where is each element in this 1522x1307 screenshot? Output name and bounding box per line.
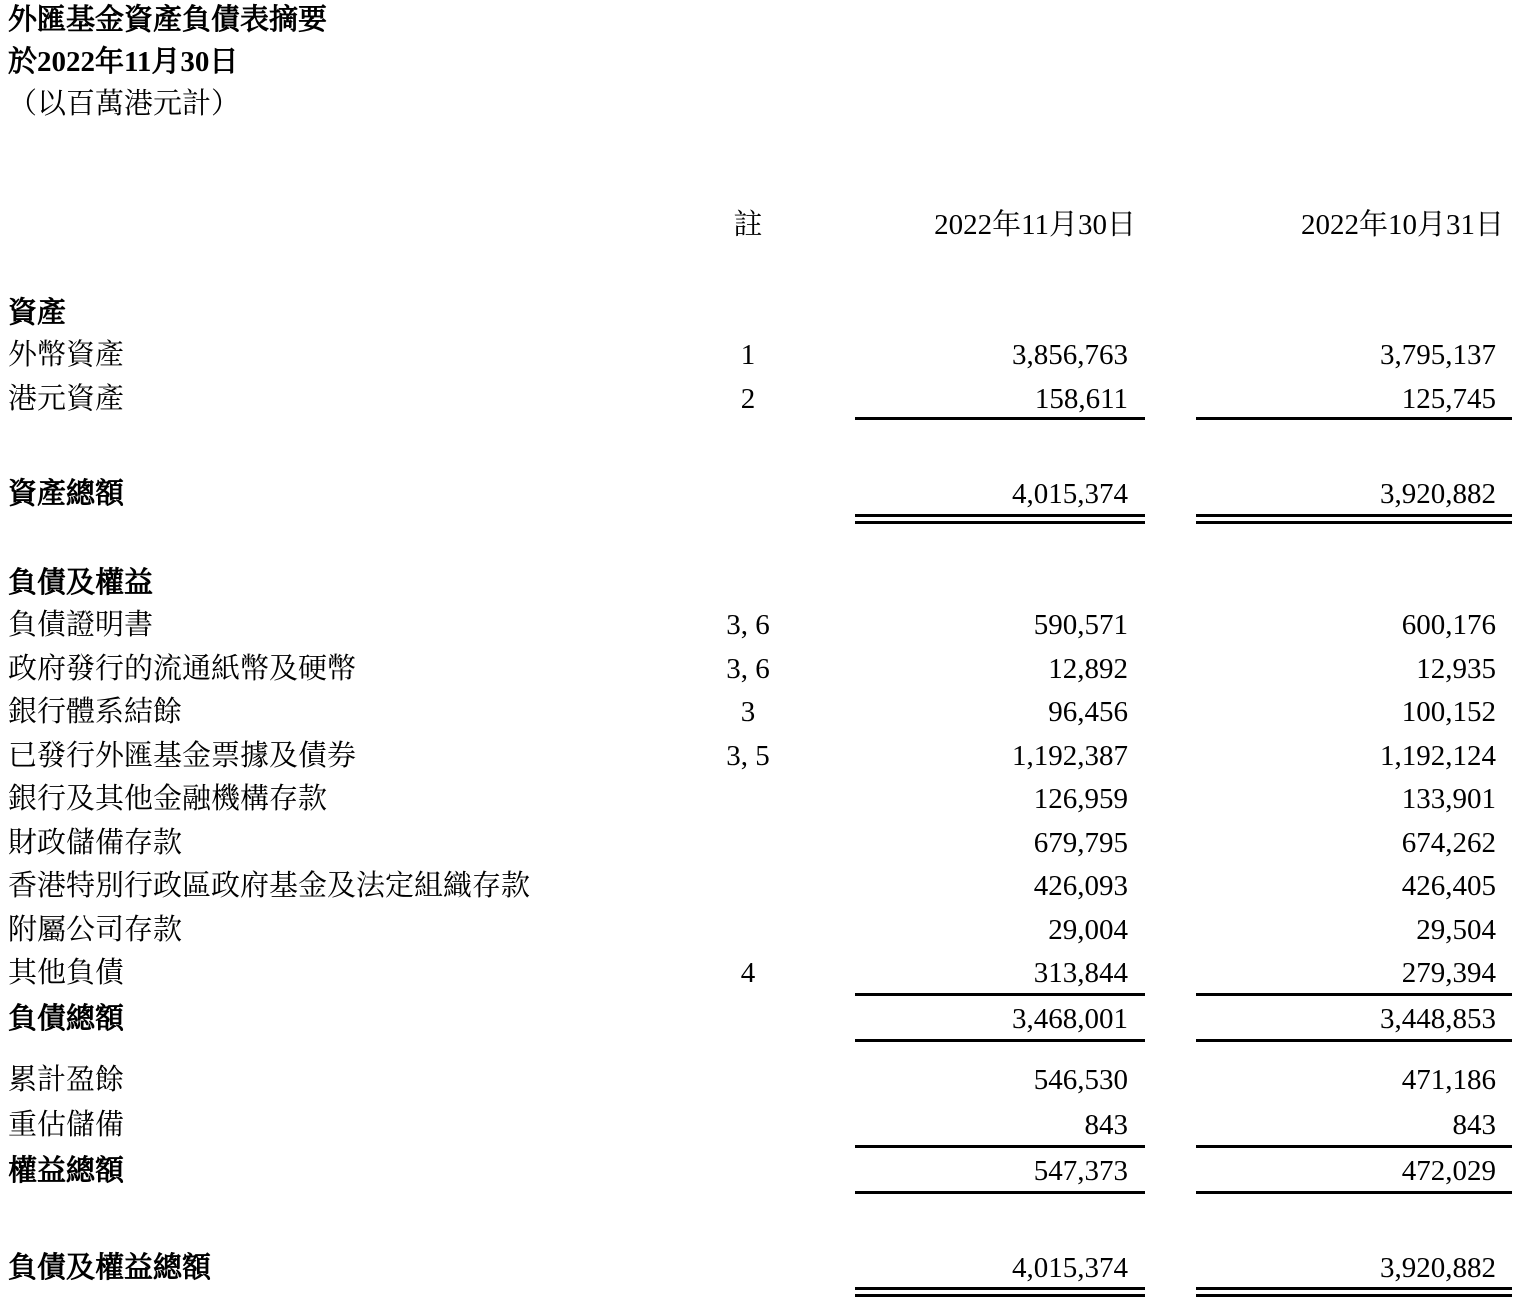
row-label: 負債證明書 xyxy=(8,609,154,641)
section-heading-label: 負債及權益 xyxy=(8,567,154,599)
table-row xyxy=(0,910,1522,950)
row-value-period1: 96,456 xyxy=(1048,696,1128,728)
column-header-note: 註 xyxy=(733,209,763,241)
row-note: 1 xyxy=(740,339,756,371)
row-value-period1: 426,093 xyxy=(1033,870,1128,902)
row-label: 負債總額 xyxy=(8,1003,125,1035)
row-value-period2: 843 xyxy=(1452,1109,1496,1141)
row-label: 香港特別行政區政府基金及法定組織存款 xyxy=(8,870,531,902)
table-row xyxy=(0,1105,1522,1145)
table-row xyxy=(0,779,1522,819)
table-row xyxy=(0,866,1522,906)
row-label: 重估儲備 xyxy=(8,1109,125,1141)
row-value-period2: 472,029 xyxy=(1401,1155,1496,1187)
row-value-period1: 158,611 xyxy=(1034,383,1128,415)
report-title: 外匯基金資產負債表摘要 xyxy=(8,4,328,36)
double-rule-period1 xyxy=(855,1287,1145,1297)
row-value-period2: 100,152 xyxy=(1401,696,1496,728)
row-value-period1: 126,959 xyxy=(1033,783,1128,815)
table-row xyxy=(0,953,1522,993)
total-row-assets xyxy=(0,474,1522,514)
table-row xyxy=(0,823,1522,863)
section-heading-assets xyxy=(0,293,1522,333)
row-value-period2: 3,920,882 xyxy=(1380,478,1496,510)
row-value-period1: 547,373 xyxy=(1033,1155,1128,1187)
row-value-period1: 29,004 xyxy=(1048,914,1128,946)
row-label: 政府發行的流通紙幣及硬幣 xyxy=(8,653,357,685)
subtotal-rule-period1 xyxy=(855,993,1145,996)
row-label: 外幣資產 xyxy=(8,339,125,371)
row-value-period2: 426,405 xyxy=(1401,870,1496,902)
row-label: 已發行外匯基金票據及債券 xyxy=(8,740,357,772)
section-heading-label: 資產 xyxy=(8,297,67,329)
report-unit: （以百萬港元計） xyxy=(8,88,241,120)
row-value-period1: 3,856,763 xyxy=(1012,339,1128,371)
row-value-period1: 4,015,374 xyxy=(1012,478,1128,510)
grand-total-row xyxy=(0,1248,1522,1288)
row-value-period1: 313,844 xyxy=(1033,957,1128,989)
double-rule-period2 xyxy=(1196,1287,1512,1297)
row-label: 權益總額 xyxy=(8,1155,125,1187)
row-value-period2: 3,920,882 xyxy=(1380,1252,1496,1284)
row-value-period2: 600,176 xyxy=(1401,609,1496,641)
row-label: 累計盈餘 xyxy=(8,1064,125,1096)
double-rule-period2 xyxy=(1196,514,1512,524)
row-note: 3 xyxy=(740,696,756,728)
row-label: 銀行體系結餘 xyxy=(8,696,183,728)
row-value-period1: 4,015,374 xyxy=(1012,1252,1128,1284)
table-row xyxy=(0,335,1522,375)
row-note: 2 xyxy=(740,383,756,415)
row-value-period1: 546,530 xyxy=(1033,1064,1128,1096)
subtotal-rule-period2 xyxy=(1196,417,1512,420)
row-note: 3, 6 xyxy=(726,609,770,641)
row-label: 財政儲備存款 xyxy=(8,827,183,859)
row-note: 3, 6 xyxy=(726,653,770,685)
row-value-period2: 279,394 xyxy=(1401,957,1496,989)
subtotal-rule-period2 xyxy=(1196,993,1512,996)
row-value-period2: 133,901 xyxy=(1401,783,1496,815)
row-value-period1: 1,192,387 xyxy=(1012,740,1128,772)
double-rule-period1 xyxy=(855,514,1145,524)
subtotal-rule-period1 xyxy=(855,1145,1145,1148)
row-value-period2: 3,448,853 xyxy=(1380,1003,1496,1035)
row-value-period2: 1,192,124 xyxy=(1380,740,1496,772)
table-row xyxy=(0,736,1522,776)
row-value-period2: 125,745 xyxy=(1401,383,1496,415)
total-rule-period2 xyxy=(1196,1039,1512,1042)
row-value-period1: 12,892 xyxy=(1048,653,1128,685)
row-label: 資產總額 xyxy=(8,478,125,510)
total-rule-period2 xyxy=(1196,1191,1512,1194)
table-row xyxy=(0,649,1522,689)
total-row-equity xyxy=(0,1151,1522,1191)
row-label: 附屬公司存款 xyxy=(8,914,183,946)
subtotal-rule-period2 xyxy=(1196,1145,1512,1148)
row-label: 負債及權益總額 xyxy=(8,1252,212,1284)
row-note: 4 xyxy=(740,957,756,989)
row-value-period2: 471,186 xyxy=(1401,1064,1496,1096)
row-label: 港元資產 xyxy=(8,383,125,415)
row-value-period2: 674,262 xyxy=(1401,827,1496,859)
row-label: 銀行及其他金融機構存款 xyxy=(8,783,328,815)
row-value-period1: 679,795 xyxy=(1033,827,1128,859)
row-value-period2: 12,935 xyxy=(1416,653,1496,685)
subtotal-rule-period1 xyxy=(855,417,1145,420)
row-value-period1: 3,468,001 xyxy=(1012,1003,1128,1035)
table-row xyxy=(0,692,1522,732)
table-row xyxy=(0,379,1522,419)
row-value-period2: 3,795,137 xyxy=(1380,339,1496,371)
total-rule-period1 xyxy=(855,1039,1145,1042)
section-heading-liabilities xyxy=(0,563,1522,603)
column-header-row xyxy=(0,205,1522,245)
table-row xyxy=(0,1060,1522,1100)
row-value-period1: 590,571 xyxy=(1033,609,1128,641)
row-value-period2: 29,504 xyxy=(1416,914,1496,946)
total-rule-period1 xyxy=(855,1191,1145,1194)
row-note: 3, 5 xyxy=(726,740,770,772)
report-date: 於2022年11月30日 xyxy=(8,46,239,78)
table-row xyxy=(0,605,1522,645)
row-value-period1: 843 xyxy=(1084,1109,1128,1141)
total-row-liabilities xyxy=(0,999,1522,1039)
column-header-period1: 2022年11月30日 xyxy=(934,209,1136,241)
row-label: 其他負債 xyxy=(8,957,125,989)
column-header-period2: 2022年10月31日 xyxy=(1300,209,1504,241)
